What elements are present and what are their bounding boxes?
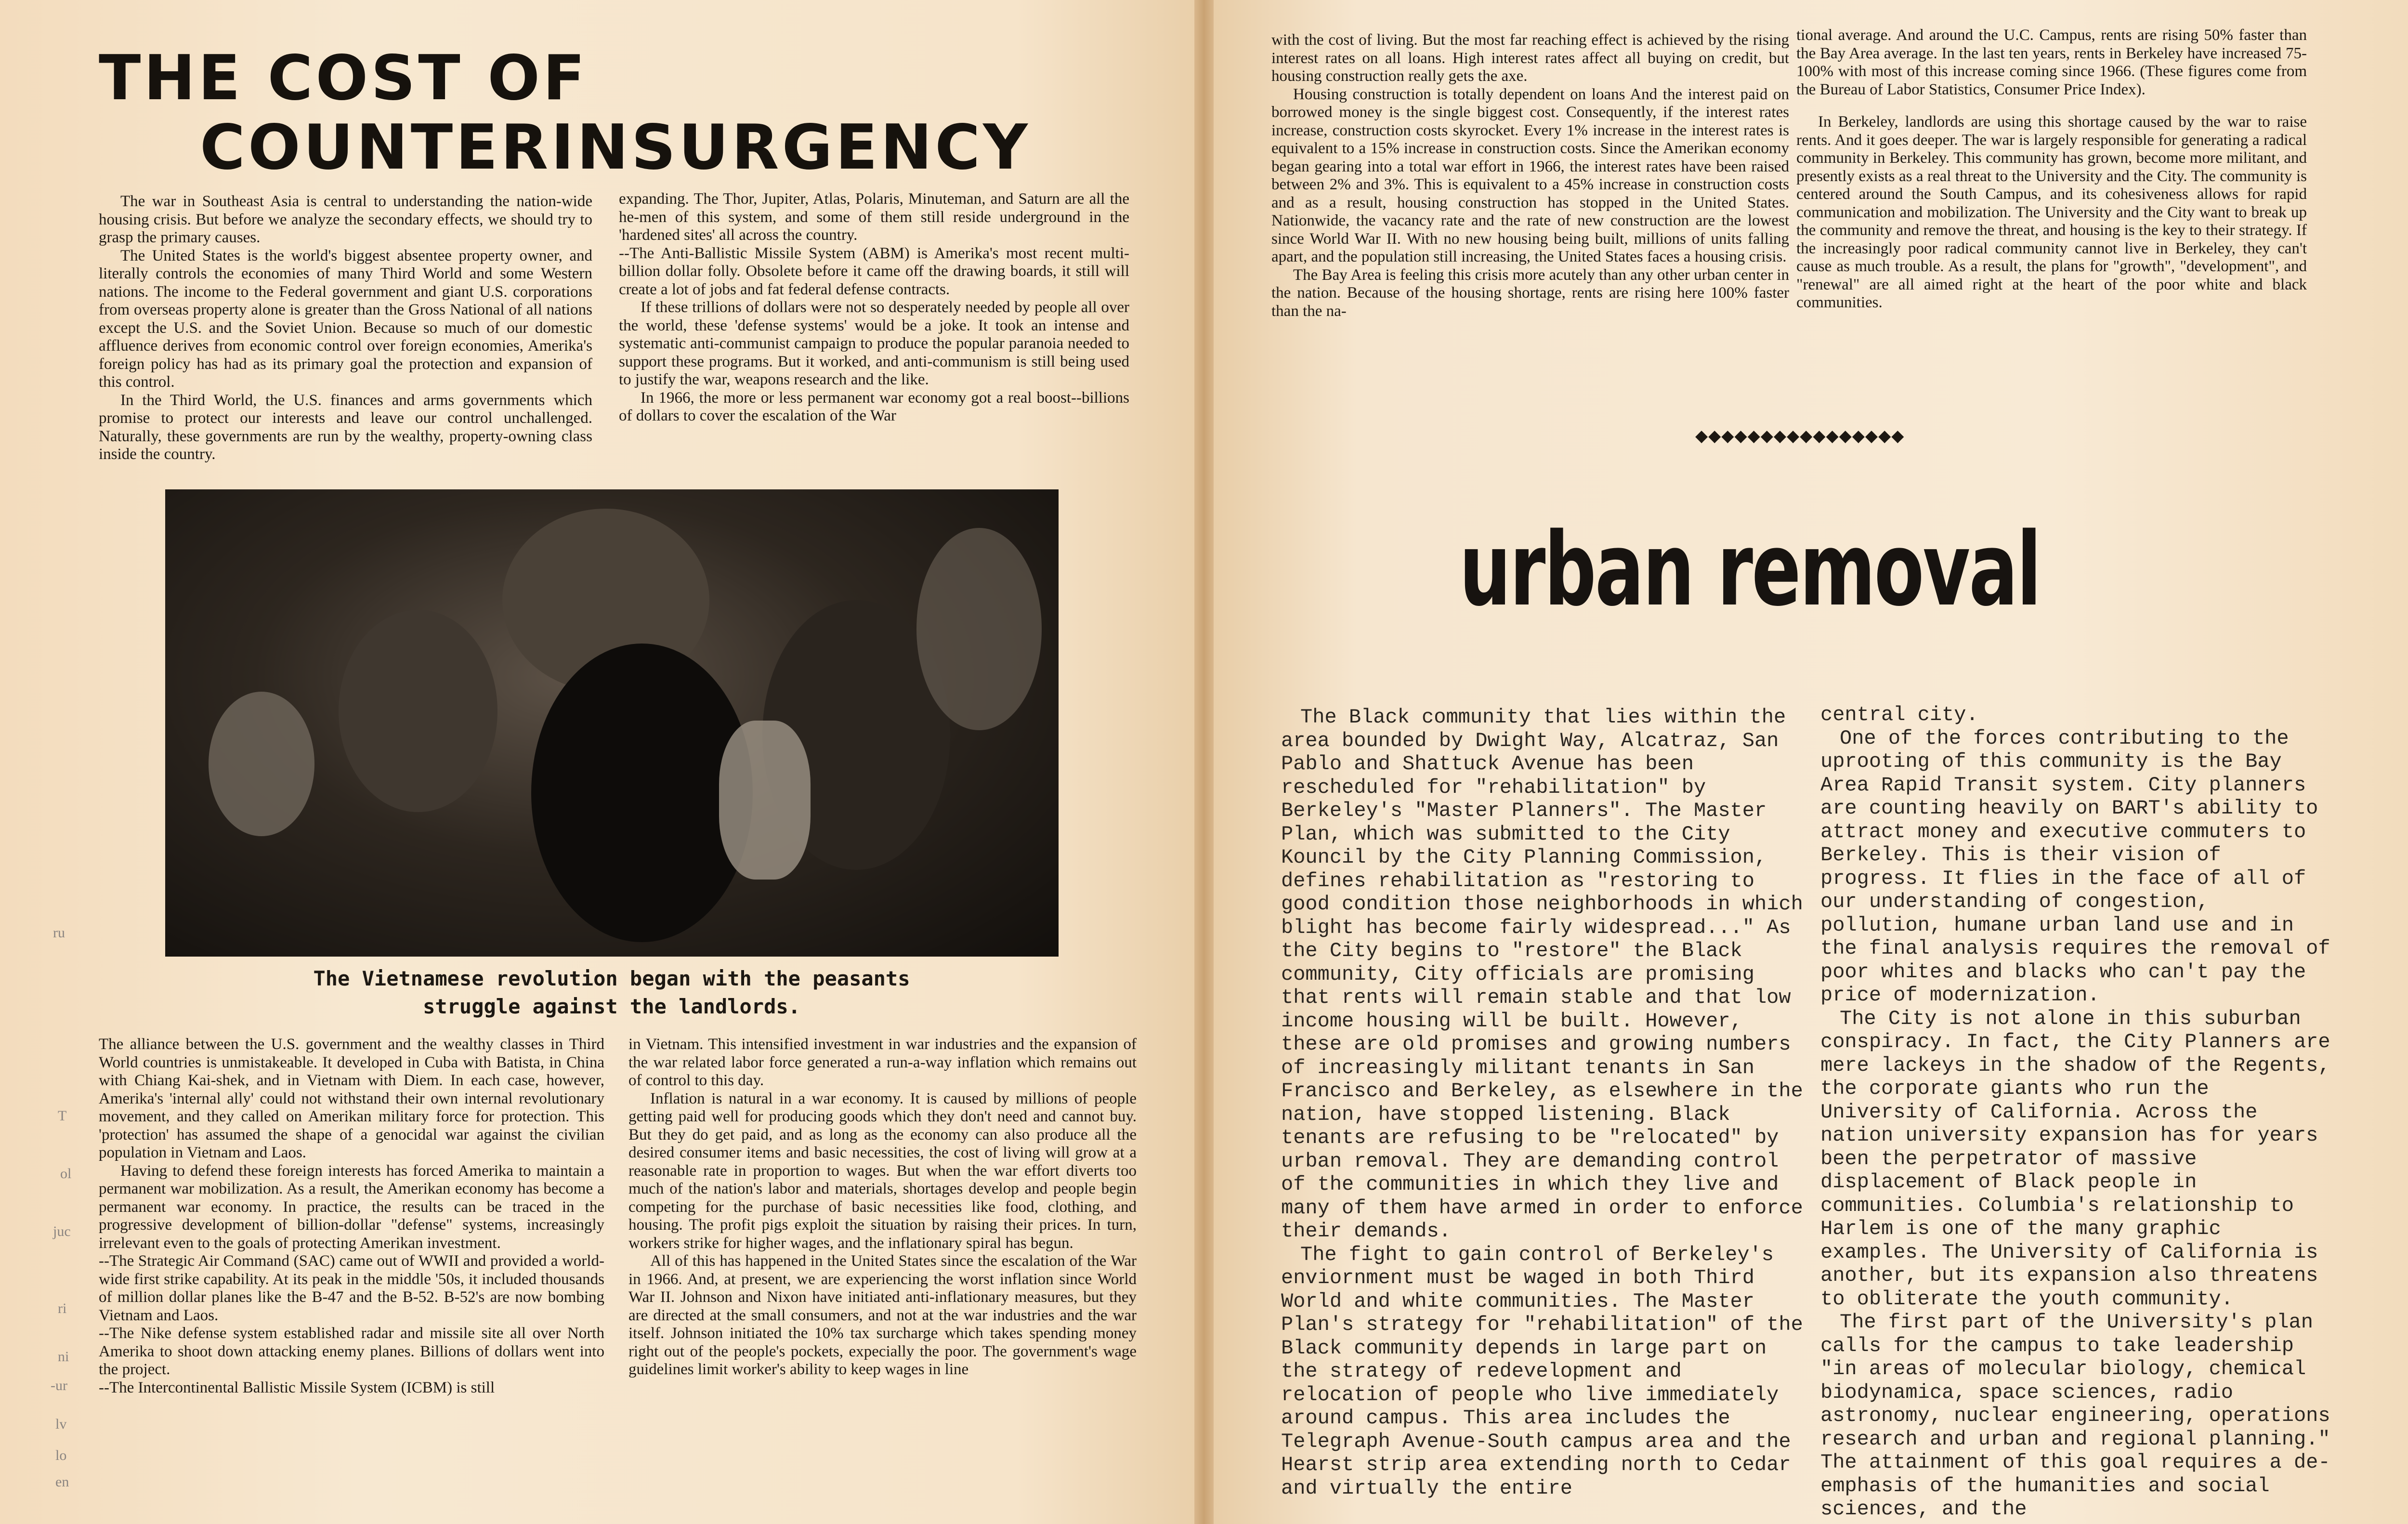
- photo-highlight: [916, 528, 1042, 730]
- paragraph: The Bay Area is feeling this crisis more acutely than any other urban center in the nation. Because of the housing shortage, rents are rising here 100% faster than the na-: [1271, 266, 1789, 320]
- paragraph: Housing construction is totally dependent on loans And the interest paid on borrowed money is the single biggest cost. Consequently, if the interest rates increase, construction costs skyrocket. Every 1% increase in the interest rates is equivalent to a 15% increase in construction costs. Since the Amerikan economy began gearing into a total war effort in 1966, the interest rates have been raised between 2% and 3%. This is equivalent to a 45% increase in construction costs and as a result, housing construction has stopped in the United States. Nationwide, the vacancy rate and the rate of new construction are the lowest since World War II. With no new housing being built, millions of units falling apart, and the population still increasing, the United States faces a housing crisis.: [1271, 85, 1789, 265]
- photo-figure: [209, 692, 314, 836]
- urban-removal-column-2: [1820, 703, 2341, 1521]
- margin-mark: -ur: [51, 1378, 67, 1393]
- margin-mark: lo: [55, 1447, 67, 1463]
- headline-line-1: THE COST OF: [99, 42, 588, 114]
- caption-line-2: struggle against the landlords.: [423, 995, 800, 1018]
- page-gutter: [1194, 0, 1214, 1524]
- headline-line-2: COUNTERINSURGENCY: [200, 112, 1031, 184]
- photo-figure: [339, 610, 497, 812]
- paragraph: --The Intercontinental Ballistic Missile System (ICBM) is still: [99, 1379, 495, 1396]
- article-top-column-2: [619, 190, 1129, 425]
- margin-mark: juc: [53, 1223, 71, 1239]
- paragraph: The first part of the University's plan calls for the campus to take leadership "in areas of molecular biology, chemical biodynamica, space sciences, radio astronomy, nuclear engineering, operations research and urban and regional planning." The attainment of this goal requires a de-emphasis of the humanities and social sciences, and the: [1820, 1311, 2330, 1521]
- right-page: [1214, 0, 2408, 1524]
- paragraph: One of the forces contributing to the uprooting of this community is the Bay Area Rapid Transit system. City planners are counting heavily on BART's ability to attract money and executive commuters to Berkeley. This is their vision of progress. It flies in the face of all of our understanding of congestion, pollution, humane urban land use and in the final analysis requires the removal of poor whites and blacks who can't pay the price of modernization.: [1820, 726, 2330, 1007]
- peasants-photograph: [165, 489, 1059, 957]
- paragraph: All of this has happened in the United States since the escalation of the War in 1966. And, at present, we are experiencing the worst inflation since World War II. Johnson and Nixon have initiated anti-inflationary measures, but they are directed at the small consumers, and not at the war industries and the war itself. Johnson initiated the 10% tax surcharge which takes spending money right out of the people's pockets, expecially the poor. The government's wage guidelines limit worker's ability to keep wages in line: [628, 1252, 1137, 1378]
- margin-mark: ri: [58, 1301, 67, 1316]
- paragraph: The war in Southeast Asia is central to understanding the nation-wide housing crisis. But before we analyze the secondary effects, we should try to grasp the primary causes.: [99, 193, 592, 246]
- paragraph: In Berkeley, landlords are using this shortage caused by the war to raise rents. And it goes deeper. The war is largely responsible for generating a radical community in Berkeley. This community has grown, become more militant, and presently exists as a real threat to the University and the City. The community is centered around the South Campus, and its cohesiveness allows for rapid communication and mobilization. The University and the City want to break up the community and remove the threat, and housing is the key to their strategy. If the increasingly poor radical community cannot live in Berkeley, they can't cause as much trouble. As a result, the plans for "growth", "development", and "renewal" are all aimed right at the heart of the poor white and black communities.: [1796, 113, 2307, 311]
- article-bottom-column-2: [628, 1036, 1137, 1379]
- paragraph: In 1966, the more or less permanent war economy got a real boost--billions of dollars to cover the escalation of the War: [619, 389, 1129, 424]
- urban-removal-column-1: [1281, 706, 1808, 1500]
- margin-mark: ol: [60, 1166, 72, 1182]
- caption-line-1: The Vietnamese revolution began with the peasants: [313, 967, 910, 990]
- margin-mark: en: [55, 1474, 69, 1490]
- paragraph: --The Strategic Air Command (SAC) came out of WWII and provided a world-wide first strike capability. At its peak in the middle '50s, it included thousands of million dollar planes like the B-47 and the B-52. B-52's are now bombing Vietnam and Laos.: [99, 1252, 604, 1324]
- urban-removal-headline: urban removal: [1459, 511, 2041, 629]
- paragraph: Inflation is natural in a war economy. It is caused by millions of people getting paid well for producing goods which they don't need and cannot buy. But they do get paid, and as long as the economy can also produce all the desired consumer items and basic necessities, the cost of living will grow at a reasonable rate in proportion to wages. But when the war effort diverts too much of the nation's labor and materials, shortages develop and people begin competing for the purchase of basic necessities like food, clothing, and housing. The profit pigs exploit the situation by raising their prices. In turn, workers strike for higher wages, and the inflationary spiral has begun.: [628, 1090, 1137, 1252]
- paragraph: expanding. The Thor, Jupiter, Atlas, Polaris, Minuteman, and Saturn are all the he-men of this system, and some of them still reside underground in the 'hardened sites' all across the country.: [619, 190, 1129, 244]
- paragraph: --The Anti-Ballistic Missile System (ABM) is Amerika's most recent multi-billion dollar folly. Obsolete before it came off the drawing boards, it still will create a lot of jobs and fat federal defense contracts.: [619, 244, 1129, 298]
- paragraph: The United States is the world's biggest absentee property owner, and literally controls the economies of many Third World and some Western nations. The income to the Federal government and giant U.S. corporations from overseas property alone is greater than the Gross National of all nations except the U.S. and the Soviet Union. Because so much of our domestic affluence derives from economic control over foreign economies, Amerika's foreign policy has had as its primary goal the protection and expansion of this control.: [99, 247, 592, 391]
- paragraph: tional average. And around the U.C. Campus, rents are rising 50% faster than the Bay Area average. In the last ten years, rents in Berkeley have increased 75-100% with most of this increase coming since 1966. (These figures come from the Bureau of Labor Statistics, Consumer Price Index).: [1796, 26, 2307, 98]
- article-top-column-1: [99, 193, 592, 464]
- paragraph: --The Nike defense system established radar and missile site all over North Amerika to shoot down attacking enemy planes. Billions of dollars went into the project.: [99, 1325, 604, 1378]
- margin-mark: lv: [55, 1416, 67, 1432]
- paragraph: in Vietnam. This intensified investment in war industries and the expansion of the war related labor force generated a run-a-way inflation which remains out of control to this day.: [628, 1036, 1137, 1089]
- paragraph: The Black community that lies within the area bounded by Dwight Way, Alcatraz, San Pablo and Shattuck Avenue has been rescheduled for "rehabilitation" by Berkeley's "Master Planners". The Master Plan, which was submitted to the City Kouncil by the City Planning Commission, defines rehabilitation as "restoring to good condition those neighborhoods in which blight has become fairly widespread..." As the City begins to "restore" the Black community, City officials are promising that rents will remain stable and that low income housing will be built. However, these are old promises and growing numbers of increasingly militant tenants in San Francisco and Berkeley, as elsewhere in the nation, have stopped listening. Black tenants are refusing to be "relocated" by urban removal. They are demanding control of the communities in which they live and many of them have armed in order to enforce their demands.: [1281, 706, 1803, 1243]
- article-bottom-column-1: [99, 1036, 604, 1397]
- paragraph: In the Third World, the U.S. finances and arms governments which promise to protect our interests and leave our control unchallenged. Naturally, these governments are run by the wealthy, property-owning class inside the country.: [99, 391, 592, 463]
- photo-caption: [250, 965, 973, 1021]
- article-continuation-column-2: [1796, 26, 2307, 312]
- margin-mark: ru: [53, 925, 65, 941]
- margin-mark: T: [58, 1108, 67, 1124]
- paragraph: The alliance between the U.S. government and the wealthy classes in Third World countries is unmistakeable. It developed in Cuba with Batista, in China with Chiang Kai-shek, and in Vietnam with Diem. In each case, however, Amerika's 'internal ally' could not withstand their own internal revolutionary movement, and they called on Amerikan military force for protection. This 'protection' has assumed the shape of a genocidal war against the civilian population in Vietnam and Laos.: [99, 1036, 604, 1161]
- paragraph: The fight to gain control of Berkeley's enviornment must be waged in both Third World and white communities. The Master Plan's strategy for "rehabilitation" of the Black community depends in large part on the strategy of redevelopment and relocation of people who live immediately around campus. This area includes the Telegraph Avenue-South campus area and the Hearst strip area extending north to Cedar and virtually the entire: [1281, 1243, 1803, 1500]
- diamond-divider: ◆◆◆◆◆◆◆◆◆◆◆◆◆◆◆◆: [1695, 427, 1905, 445]
- paragraph: If these trillions of dollars were not so desperately needed by people all over the world, these 'defense systems' would be a joke. It took an intense and systematic anti-communist campaign to produce the popular paranoia needed to support these programs. But it worked, and anti-communism is still being used to justify the war, weapons research and the like.: [619, 299, 1129, 388]
- photo-scarf: [719, 721, 811, 880]
- article-continuation-column-1: [1271, 31, 1789, 320]
- paragraph: with the cost of living. But the most far reaching effect is achieved by the rising interest rates on all loans. High interest rates affect all buying on credit, but housing construction really gets the axe.: [1271, 31, 1789, 85]
- margin-mark: ni: [58, 1349, 69, 1365]
- paragraph: Having to defend these foreign interests has forced Amerika to maintain a permanent war mobilization. As a result, the Amerikan economy has become a permanent war economy. In practice, the results can be traced in the progressive development of billion-dollar "defense" systems, increasingly irrelevant even to the goals of protecting Amerikan investment.: [99, 1162, 604, 1252]
- paragraph: central city.: [1820, 703, 1978, 726]
- left-page: [0, 0, 1194, 1524]
- paragraph: The City is not alone in this suburban conspiracy. In fact, the City Planners are mere lackeys in the shadow of the Regents, the corporate giants who run the University of California. Across the nation university expansion has for years been the perpetrator of massive displacement of Black people in communities. Columbia's relationship to Harlem is one of the many graphic examples. The University of California is another, but its expansion also threatens to obliterate the youth community.: [1820, 1007, 2330, 1311]
